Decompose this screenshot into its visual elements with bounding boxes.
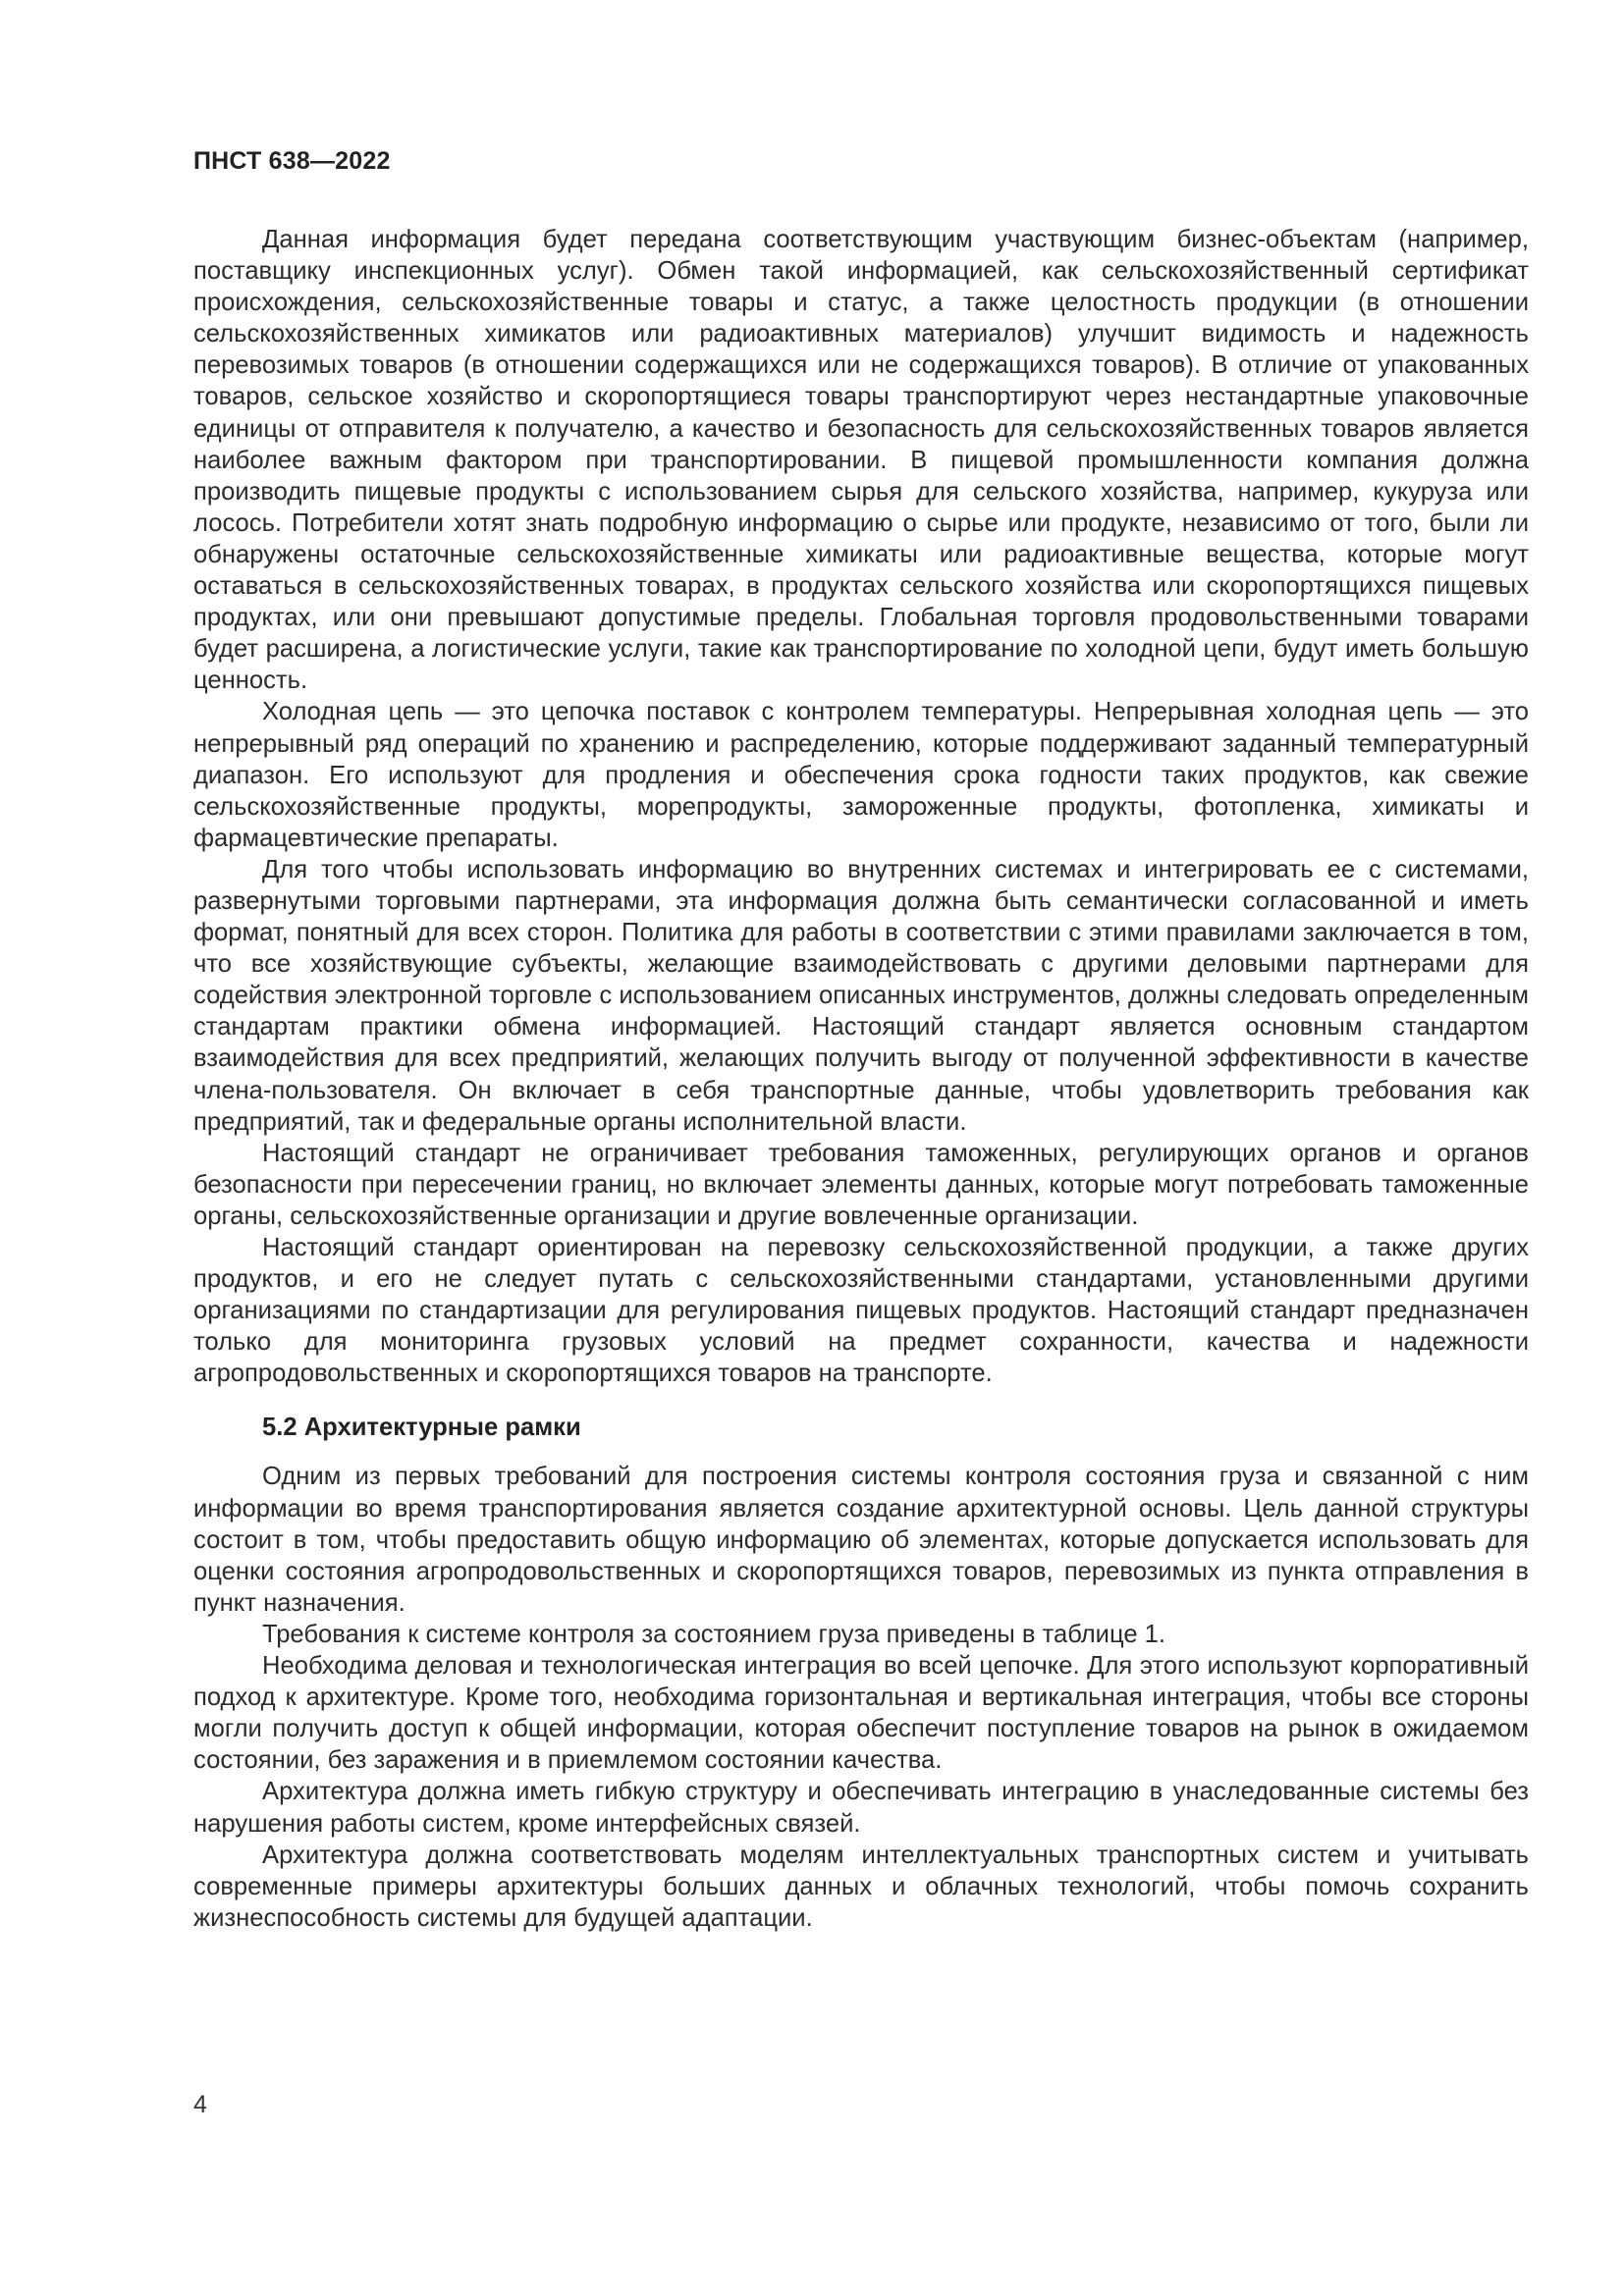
paragraph-scope: Настоящий стандарт ориентирован на перевозку сельскохозяйственной продукции, а также других продуктов, и его не следует путать с сельскохозяйственными стандартами, установленными другими организациями по стандартизации для регулирования пищевых продуктов. Настоящий стандарт предназначен только для мониторинга грузовых условий на предмет сохранности, качества и надежности агропродовольственных и скоропортящихся товаров на транспорте. <box>193 1234 1529 1388</box>
paragraph-table-reference: Требования к системе контроля за состоянием груза приведены в таблице 1. <box>262 1620 1166 1648</box>
paragraph-internal-systems: Для того чтобы использовать информацию во внутренних системах и интегрировать ее с системами, развернутыми торговыми партнерами, эта информация должна быть семантически согласованной и иметь формат, понятный для всех сторон. Политика для работы в соответствии с этими правилами заключается в том, что все хозяйствующие субъекты, желающие взаимодействовать с другими деловыми партнерами для содействия электронной торговле с использованием описанных инструментов, должны следовать определенным стандартам практики обмена информацией. Настоящий стандарт является основным стандартом взаимодействия для всех предприятий, желающих получить выгоду от полученной эффективности в качестве члена-пользователя. Он включает в себя транспортные данные, чтобы удовлетворить требования как предприятий, так и федеральные органы исполнительной власти. <box>193 855 1529 1136</box>
document-body <box>193 224 1529 1934</box>
paragraph-integration: Необходима деловая и технологическая интеграция во всей цепочке. Для этого используют корпоративный подход к архитектуре. Кроме того, необходима горизонтальная и вертикальная интеграция, чтобы все стороны могли получить доступ к общей информации, которая обеспечит поступление товаров на рынок в ожидаемом состоянии, без заражения и в приемлемом состоянии качества. <box>193 1652 1529 1775</box>
paragraph-customs: Настоящий стандарт не ограничивает требования таможенных, регулирующих органов и органов безопасности при пересечении границ, но включает элементы данных, которые могут потребовать таможенные органы, сельскохозяйственные организации и другие вовлеченные организации. <box>193 1139 1529 1230</box>
paragraph-its-models: Архитектура должна соответствовать моделям интеллектуальных транспортных систем и учитывать современные примеры архитектуры больших данных и облачных технологий, чтобы помочь сохранить жизнеспособность системы для будущей адаптации. <box>193 1841 1529 1932</box>
document-header: ПНСТ 638—2022 <box>193 147 391 175</box>
paragraph-flexibility: Архитектура должна иметь гибкую структуру и обеспечивать интеграцию в унаследованные системы без нарушения работы систем, кроме интерфейсных связей. <box>193 1778 1529 1838</box>
page-number: 4 <box>193 2091 207 2118</box>
paragraph-info-exchange: Данная информация будет передана соответствующим участвующим бизнес-объектам (например, поставщику инспекционных услуг). Обмен такой информацией, как сельскохозяйственный сертификат происхождения, сельскохозяйственные товары и статус, а также целостность продукции (в отношении сельскохозяйственных химикатов или радиоактивных материалов) улучшит видимость и надежность перевозимых товаров (в отношении содержащихся или не содержащихся товаров). В отличие от упакованных товаров, сельское хозяйство и скоропортящиеся товары транспортируют через нестандартные упаковочные единицы от отправителя к получателю, а качество и безопасность для сельскохозяйственных товаров является наиболее важным фактором при транспортировании. В пищевой промышленности компания должна производить пищевые продукты с использованием сырья для сельского хозяйства, например, кукуруза или лосось. Потребители хотят знать подробную информацию о сырье или продукте, независимо от того, были ли обнаружены остаточные сельскохозяйственные химикаты или радиоактивные вещества, которые могут оставаться в сельскохозяйственных товарах, в продуктах сельского хозяйства или скоропортящихся пищевых продуктах, или они превышают допустимые пределы. Глобальная торговля продовольственными товарами будет расширена, а логистические услуги, такие как транспортирование по холодной цепи, будут иметь большую ценность. <box>193 226 1529 695</box>
paragraph-cold-chain: Холодная цепь — это цепочка поставок с контролем температуры. Непрерывная холодная цепь — это непрерывный ряд операций по хранению и распределению, которые поддерживают заданный температурный диапазон. Его используют для продления и обеспечения срока годности таких продуктов, как свежие сельскохозяйственные продукты, морепродукты, замороженные продукты, фотопленка, химикаты и фармацевтические препараты. <box>193 698 1529 852</box>
paragraph-architecture-basis: Одним из первых требований для построения системы контроля состояния груза и связанной с ним информации во время транспортирования является создание архитектурной основы. Цель данной структуры состоит в том, чтобы предоставить общую информацию об элементах, которые допускается использовать для оценки состояния агропродовольственных и скоропортящихся товаров, перевозимых из пункта отправления в пункт назначения. <box>193 1463 1529 1617</box>
section-heading: 5.2 Архитектурные рамки <box>262 1414 581 1442</box>
